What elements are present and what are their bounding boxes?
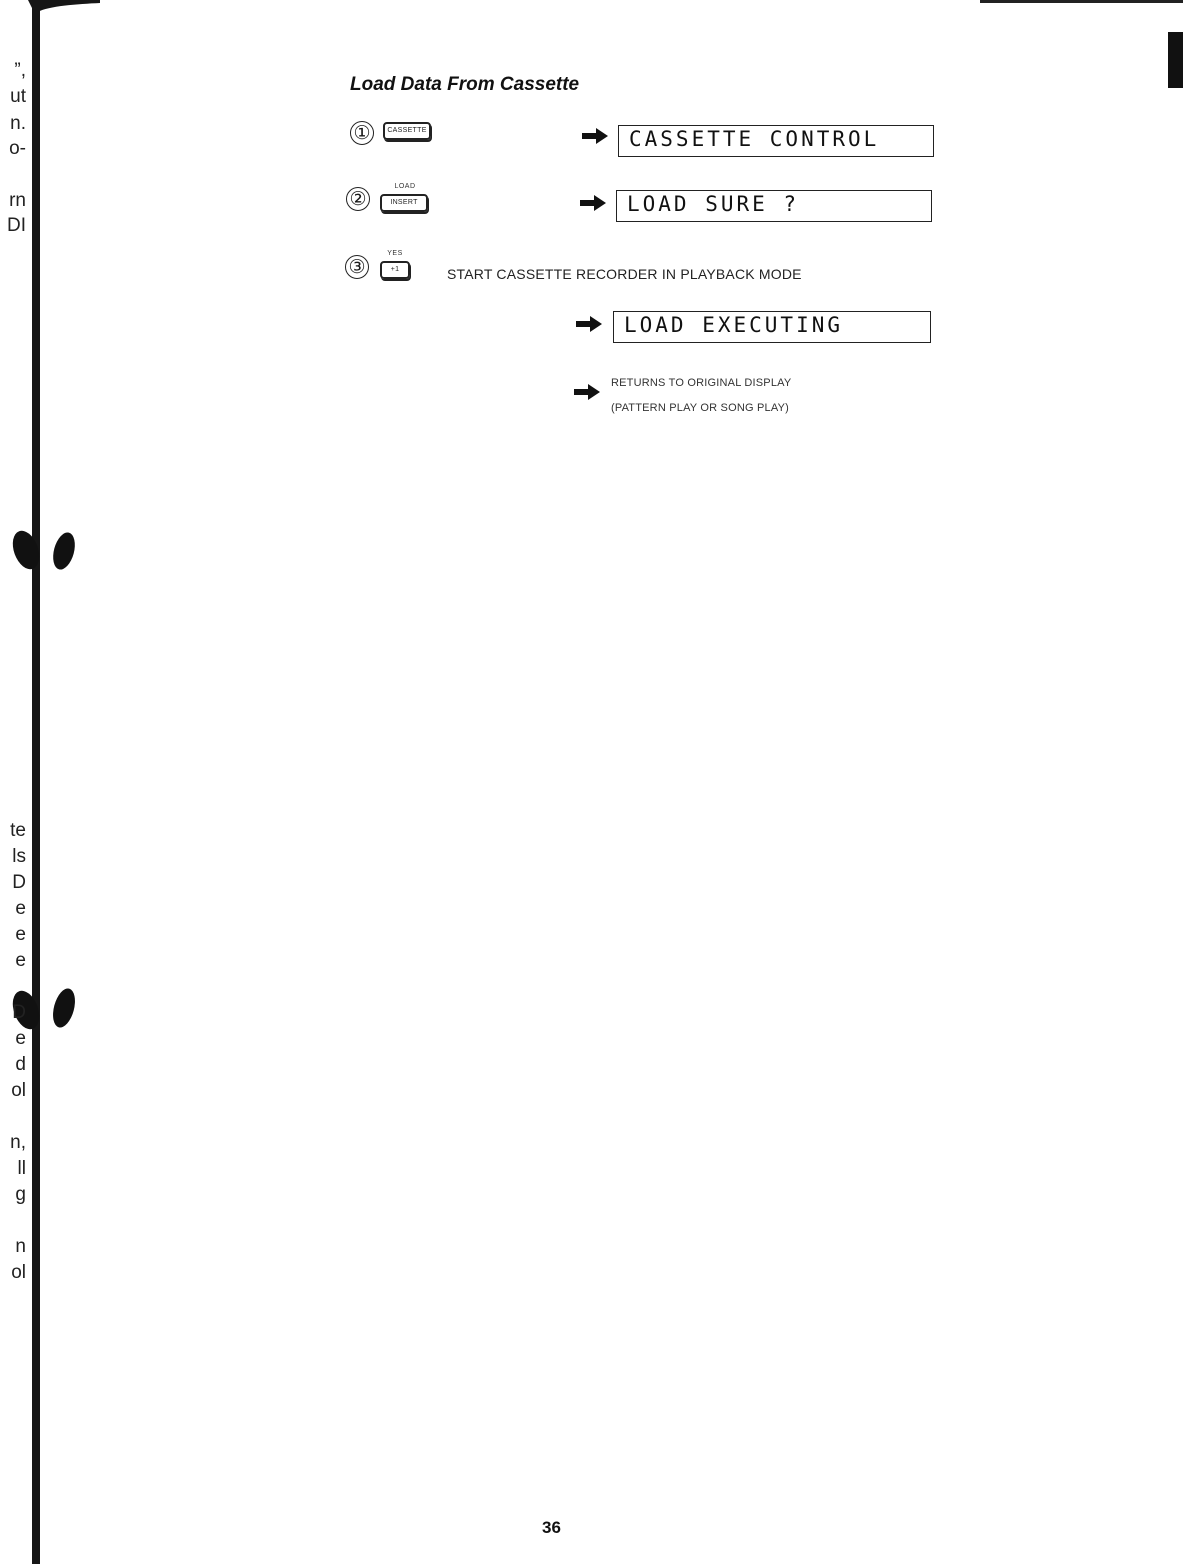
thumb-index-tab [1168,32,1183,88]
step-number: ① [353,122,371,144]
edge-fragment: ut [10,86,26,107]
edge-fragment: e [15,950,26,971]
edge-fragment: D [12,1002,26,1023]
edge-fragment: D [12,872,26,893]
edge-fragment: ls [12,846,26,867]
lcd-display: LOAD EXECUTING [613,311,931,343]
step-number: ② [349,188,367,210]
instruction-text: START CASSETTE RECORDER IN PLAYBACK MODE [447,266,802,282]
step-number: ③ [348,256,366,278]
binding-edge [32,0,40,1564]
edge-fragment: n, [10,1132,26,1153]
step-number-icon [345,255,369,279]
edge-fragment: o- [9,138,26,159]
key-caption: LOAD [394,183,416,190]
top-rule [980,0,1183,3]
edge-fragment: e [15,1028,26,1049]
arrow-right-icon [576,316,602,332]
lcd-display: LOAD SURE ? [616,190,932,222]
page-number: 36 [542,1518,561,1537]
edge-fragment: te [10,820,26,841]
binder-hole-icon [49,986,79,1030]
step-number-icon [346,187,370,211]
edge-fragment: n [15,1236,26,1257]
step-number-icon [350,121,374,145]
edge-fragment: ”, [14,60,26,81]
edge-fragment: g [15,1184,26,1205]
binder-hole-icon [49,530,78,572]
edge-fragment: DI [7,215,26,236]
cassette-key: CASSETTE [383,122,431,140]
section-title: Load Data From Cassette [350,74,580,95]
edge-fragment: d [15,1054,26,1075]
edge-fragment: e [15,924,26,945]
binding-corner-mark [28,0,100,12]
edge-fragment: rn [9,190,26,211]
edge-fragment: ol [11,1262,26,1283]
edge-fragment: n. [10,113,26,134]
edge-fragment: ol [11,1080,26,1101]
insert-key: INSERT [380,194,428,212]
key-caption: YES [387,250,403,257]
final-note-line-1: RETURNS TO ORIGINAL DISPLAY [611,377,792,389]
arrow-right-icon [582,128,608,144]
edge-fragment: ll [17,1158,26,1179]
arrow-right-icon [574,384,600,400]
arrow-right-icon [580,195,606,211]
lcd-display: CASSETTE CONTROL [618,125,934,157]
yes-increment-key: +1 [380,261,410,279]
final-note-line-2: (PATTERN PLAY OR SONG PLAY) [611,402,789,414]
edge-fragment: e [15,898,26,919]
